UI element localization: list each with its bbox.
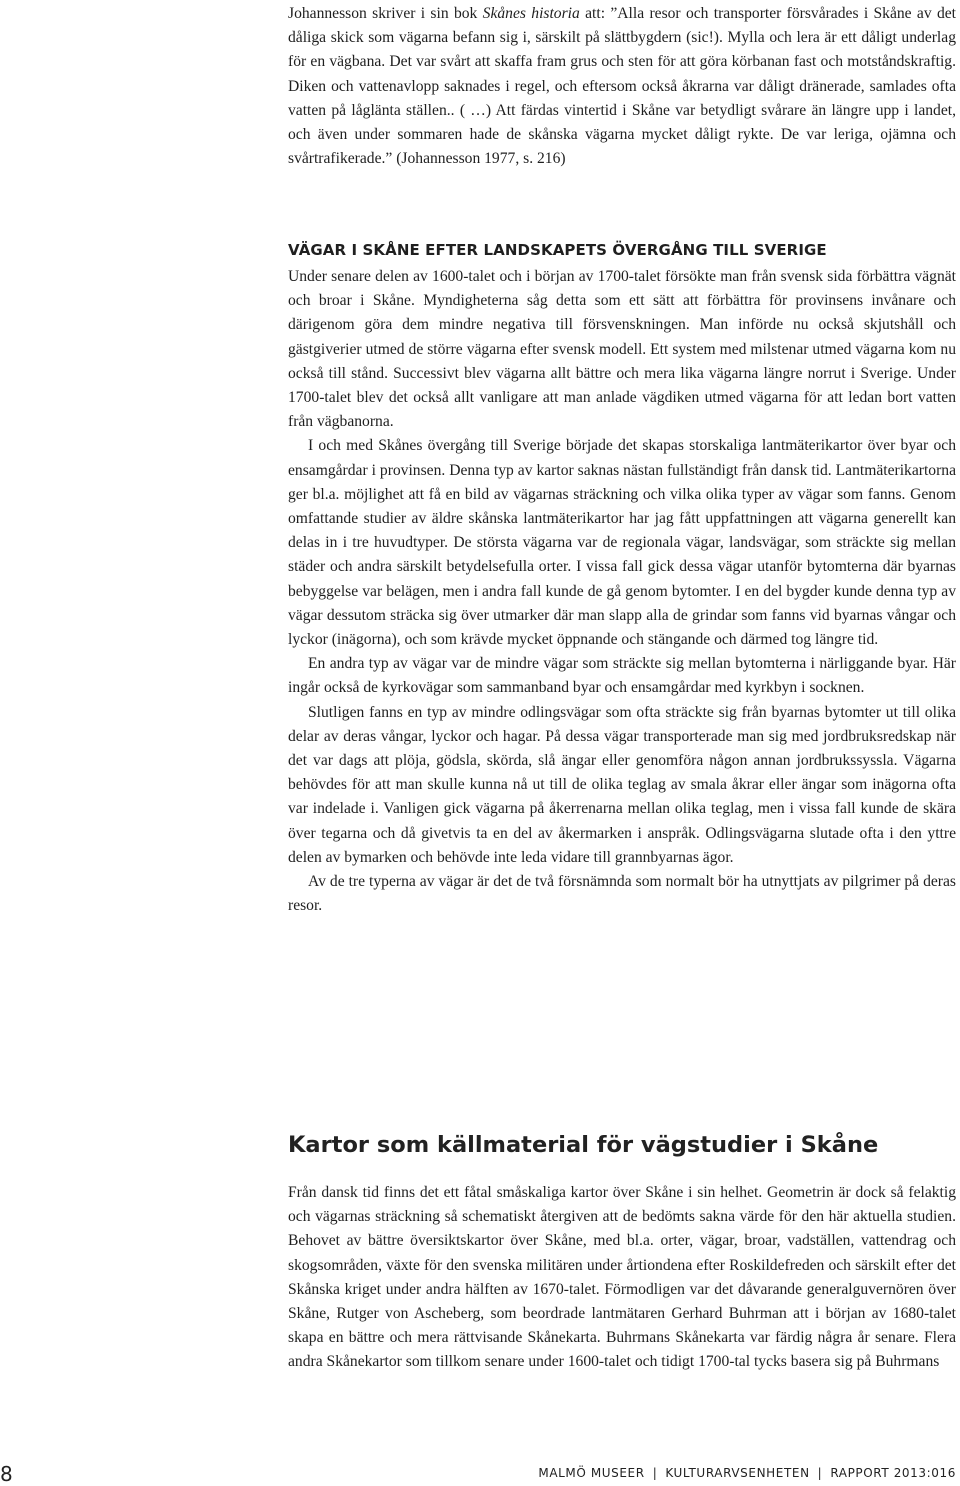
intro-paragraph — [288, 2, 956, 171]
section1-paragraph-5: Av de tre typerna av vägar är det de två försnämnda som normalt bör ha utnyttjats av pilgrimer på deras resor. — [288, 873, 956, 915]
section2-paragraph-1: Från dansk tid finns det ett fåtal småskaliga kartor över Skåne i sin helhet. Geometrin är dock så felaktig och vägarnas sträckning så schematiskt återgiven att de bedömts sakna värde för den här aktuella studien. Behovet av bättre översiktskartor över Skåne, med bl.a. orter, vägar, broar, vadställen, vattendrag och skogsområden, växte för den svenska militären under årtiondena efter Roskildefreden och särskilt efter det Skånska kriget under andra hälften av 1670-talet. Förmodligen var det dåvarande generalguvernören över Skåne, Rutger von Ascheberg, som beordrade lantmätaren Gerhard Buhrman att i början av 1680-talet skapa en bättre och mera rättvisande Skånekarta. Buhrmans Skånekarta var färdig några år senare. Flera andra Skånekartor som tillkom senare under 1600-talet och tidigt 1700-tal tycks basera sig på Buhrmans — [288, 1184, 956, 1371]
section1-paragraph-1: Under senare delen av 1600-talet och i början av 1700-talet försökte man från svensk sida förbättra vägnät och broar i Skåne. Myndigheterna såg detta som ett sätt att förbättra för provinsens invånare och därigenom göra dem mindre negativa till försvenskningen. Man införde nu också skjutshåll och gästgiverier utmed de större vägarna efter svensk modell. Ett system med milstenar utmed vägarna kom nu också till stånd. Successivt blev vägarna allt bättre och mera lika vägarna längre norrut i Sverige. Under 1700-talet blev det också allt vanligare att man anlade vägdiken utmed vägarna för att ledan bort vatten från vägbanorna. — [288, 268, 956, 431]
footer-unit: KULTURARVSENHETEN — [665, 1466, 810, 1480]
intro-quote-block — [288, 2, 956, 171]
section1-paragraph-2: I och med Skånes övergång till Sverige började det skapas storskaliga lantmäterikartor över byar och ensamgårdar i provinsen. Denna typ av kartor saknas nästan fullständigt från dansk tid. Lantmäterikartorna ger bl.a. möjlighet att få en bild av vägarnas sträckning och vilka olika typer av vägar som fanns. Genom omfattande studier av äldre skånska lantmäterikartor har jag fått uppfattningen att vägarna generellt kan delas in i tre huvudtyper. De största vägarna var de regionala vägar, landsvägar, som sträckte sig mellan städer och andra särskilt betydelsefulla orter. I vissa fall gick dessa vägar utanför bytomterna där byarnas bebyggelse var belägen, men i andra fall kunde de gå genom bytomter. I en del bygder kunde denna typ av vägar dessutom sträcka sig över utmarker där man slapp alla de grindar som fanns vid byarnas vångar och lyckor (inägorna), och som krävde mycket öppnande och stängande och därmed tog längre tid. — [288, 437, 956, 649]
footer-separator: | — [817, 1466, 823, 1480]
intro-text-end: att: ”Alla resor och transporter försvårades i Skåne av det dåliga skick som vägarna befann sig i, särskilt på slättbygdern (sic!). Mylla och lera är ett dåligt underlag för en vägbana. Det var svårt att skaffa fram grus och sten för att göra körbanan fast och motståndskraftig. Diken och vattenavlopp saknades i regel, och eftersom också åkrarna var dåligt dränerade, samlades ofta vatten på låglänta ställen.. ( …) Att färdas vintertid i Skåne var betydligt svårare än längre upp i landet, och även under sommaren hade de skånska vägarna mycket dåligt rykte. De var leriga, ojämna och svårtrafikerade.” (Johannesson 1977, s. 216) — [288, 5, 957, 168]
section-roads-after-transition — [288, 239, 956, 918]
footer-separator: | — [652, 1466, 658, 1480]
section-heading: VÄGAR I SKÅNE EFTER LANDSKAPETS ÖVERGÅNG TILL SVERIGE — [288, 241, 827, 259]
footer-org: MALMÖ MUSEER — [538, 1466, 645, 1480]
section1-paragraph-3: En andra typ av vägar var de mindre vägar som sträckte sig mellan bytomterna i närliggande byar. Här ingår också de kyrkovägar som sammanband byar och ensamgårdar med kyrkbyn i socknen. — [288, 655, 956, 697]
section1-paragraph-4: Slutligen fanns en typ av mindre odlingsvägar som ofta sträckte sig från byarnas bytomter ut till olika delar av deras vångar, lyckor och hagar. På dessa vägar transporterade man sig med jordbruksredskap när det var dags att plöja, gödsla, skörda, slå ängar eller genomföra någon annan jordbrukssyssla. Vägarna behövdes för att man skulle kunna nå ut till de olika teglag av smala åkrar eller ängar som inägorna ofta var indelade i. Vanligen gick vägarna på åkerrenarna mellan olika teglag, men i vissa fall kunde de skära över tegarna och då givetvis ta en del av åkermarken i anspråk. Odlingsvägarna slutade ofta i den yttre delen av bymarken och behövde inte leda vidare till grannbyarnas ägor. — [288, 703, 956, 866]
footer-report: RAPPORT 2013:016 — [830, 1466, 956, 1480]
chapter-heading: Kartor som källmaterial för vägstudier i Skåne — [288, 1132, 879, 1158]
intro-text-start: Johannesson skriver i sin bok — [288, 5, 483, 22]
footer-credits — [538, 1466, 956, 1480]
book-title: Skånes historia — [482, 5, 580, 22]
page-number: 8 — [0, 1462, 13, 1486]
section-maps-as-sources — [288, 1130, 956, 1375]
